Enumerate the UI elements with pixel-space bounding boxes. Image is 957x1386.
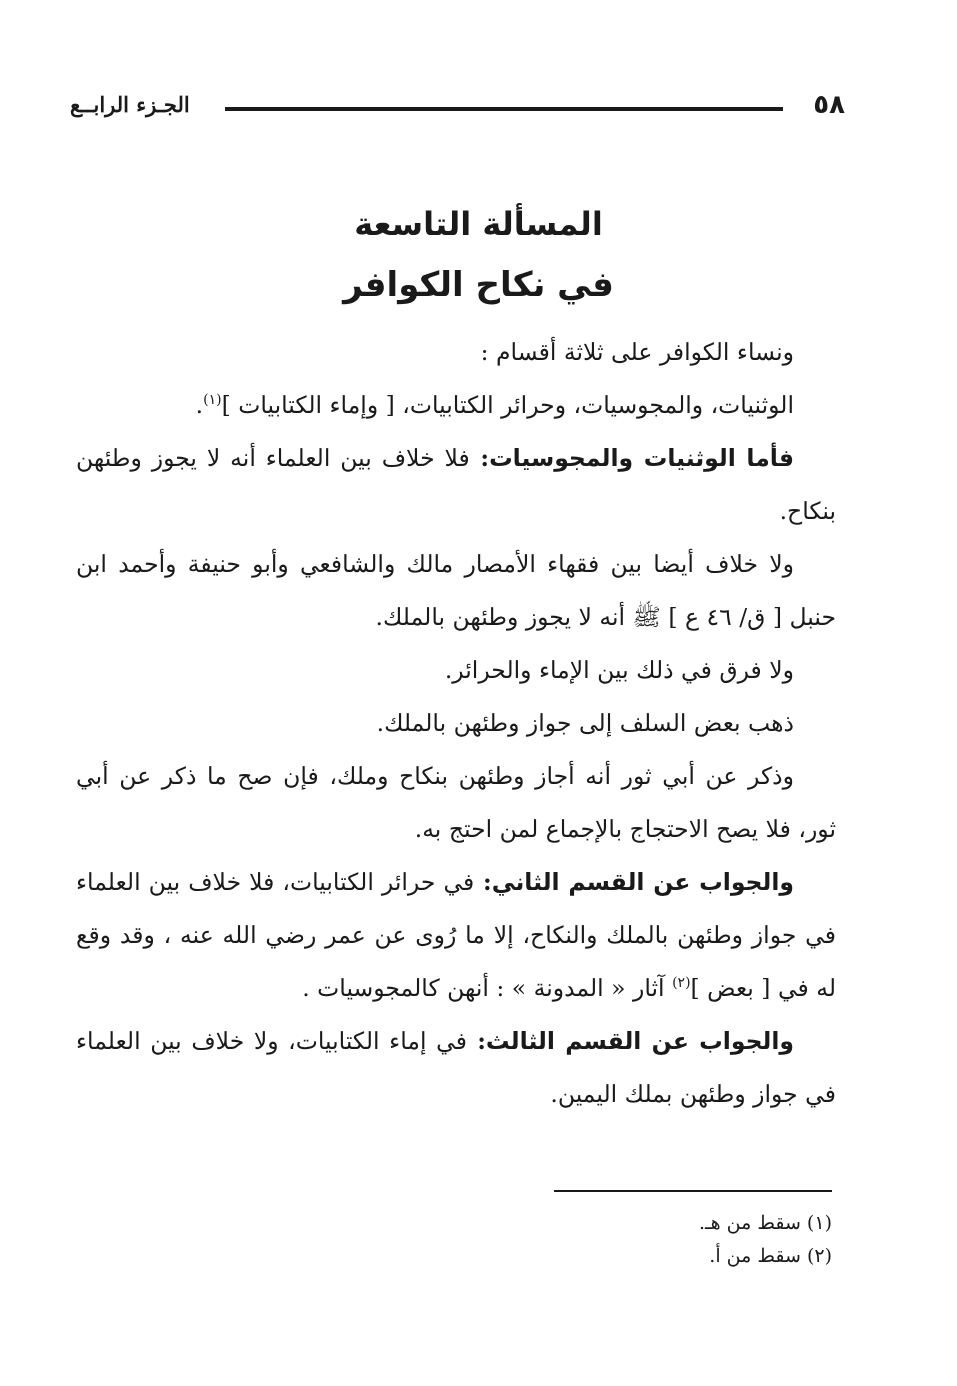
paragraph [76, 644, 836, 697]
body-text [76, 326, 836, 1121]
paragraph-lead: والجواب عن القسم الثالث [485, 1027, 795, 1055]
paragraph [76, 750, 836, 856]
paragraph [76, 538, 836, 644]
paragraph [76, 326, 836, 379]
paragraph: فأما الوثنيات والمجوسيات: فلا خلاف بين العلماء أنه لا يجوز وطئهن بنكاح. [76, 444, 836, 525]
paragraph-tail: آثار « المدونة » : أنهن كالمجوسيات . [302, 974, 673, 1002]
paragraph [76, 379, 836, 432]
paragraph [76, 697, 836, 750]
volume-label: الجـزء الرابــع [70, 92, 190, 117]
paragraph-text: في إماء الكتابيات، ولا خلاف بين العلماء في جواز وطئهن بملك اليمين. [76, 1027, 836, 1108]
paragraph-text: الوثنيات، والمجوسيات، وحرائر الكتابيات، [ وإماء الكتابيات ] [221, 391, 794, 419]
paragraph-tail: . [195, 391, 204, 419]
footnote-ref[interactable]: (٢) [672, 975, 691, 992]
header-rule [225, 107, 783, 111]
footnote-ref[interactable]: (١) [203, 392, 222, 409]
paragraph-text: في حرائر الكتابيات، فلا خلاف بين العلماء في جواز وطئهن بالملك والنكاح، إلا ما رُوى عن عمر رضي الله عنه ، وقد وقع له في [ بعض ] [76, 868, 836, 1002]
subject-title: في نكاح الكوافر [343, 265, 614, 305]
issue-title: المسألة التاسعة [354, 205, 603, 243]
paragraph-lead: والجواب عن القسم الثاني [491, 868, 794, 896]
running-header [70, 88, 845, 128]
paragraph-text: ونساء الكوافر على ثلاثة أقسام : [480, 338, 794, 366]
paragraph-text: ولا فرق في ذلك بين الإماء والحرائر. [444, 656, 794, 684]
paragraph-text: ذهب بعض السلف إلى جواز وطئهن بالملك. [376, 709, 794, 737]
footnotes [432, 1207, 832, 1273]
paragraph-lead: فأما الوثنيات والمجوسيات [489, 444, 794, 472]
paragraph-text: ولا خلاف أيضا بين فقهاء الأمصار مالك والشافعي وأبو حنيفة وأحمد ابن حنبل [ ق/ ٤٦ ع ] ﷺ أنه لا يجوز وطئهن بالملك. [76, 550, 836, 631]
footnote-rule [554, 1190, 832, 1192]
footnote: (١) سقط من هـ. [698, 1212, 832, 1234]
page-number: ٥٨ [813, 90, 845, 120]
paragraph-text: وذكر عن أبي ثور أنه أجاز وطئهن بنكاح وملك، فإن صح ما ذكر عن أبي ثور، فلا يصح الاحتجاج بالإجماع لمن احتج به. [76, 762, 836, 843]
paragraph: والجواب عن القسم الثالث: في إماء الكتابيات، ولا خلاف بين العلماء في جواز وطئهن بملك اليمين. [76, 1027, 836, 1108]
paragraph-text: فلا خلاف بين العلماء أنه لا يجوز وطئهن بنكاح. [76, 444, 836, 525]
footnote: (٢) سقط من أ. [709, 1245, 832, 1267]
paragraph: والجواب عن القسم الثاني: في حرائر الكتابيات، فلا خلاف بين العلماء في جواز وطئهن بالملك والنكاح، إلا ما رُوى عن عمر رضي الله عنه ، وقد وقع له في [ بعض ]$^{(٢)}$ آثار « المدونة » : أنهن كالمجوسيات . [76, 868, 836, 1002]
